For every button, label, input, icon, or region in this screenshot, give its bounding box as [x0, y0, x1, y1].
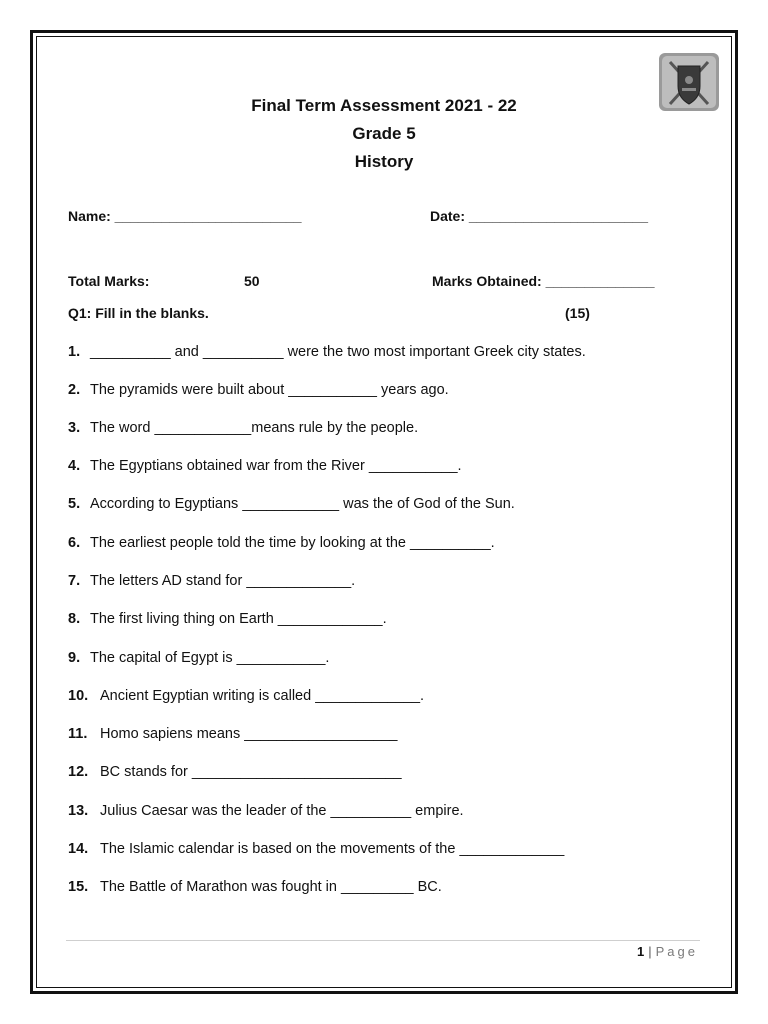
name-field[interactable]: Name: ________________________ [68, 208, 302, 224]
question-text: The earliest people told the time by looking at the __________. [90, 535, 495, 551]
section-marks: (15) [565, 305, 590, 321]
question-item [68, 535, 495, 551]
question-item [68, 344, 586, 360]
grade-heading: Grade 5 [352, 124, 416, 143]
question-item [68, 458, 462, 474]
question-text: According to Egyptians ____________ was the of God of the Sun. [90, 496, 515, 512]
section-title: Q1: Fill in the blanks. [68, 305, 209, 321]
question-text: Homo sapiens means ___________________ [100, 726, 398, 742]
total-marks-label: Total Marks: [68, 273, 150, 289]
question-item [68, 841, 564, 857]
footer-divider [66, 940, 700, 941]
date-field[interactable]: Date: _______________________ [430, 208, 648, 224]
footer-separator: | [648, 944, 652, 959]
question-item [68, 726, 397, 742]
question-item [68, 420, 418, 436]
page-footer [637, 944, 698, 959]
question-number: 8. [68, 611, 81, 627]
page-number: 1 [637, 944, 645, 959]
question-number: 10. [68, 688, 89, 704]
marks-obtained-field[interactable]: Marks Obtained: ______________ [432, 273, 655, 289]
question-item [68, 496, 515, 512]
question-text: The first living thing on Earth _____________. [90, 611, 387, 627]
assessment-title: Final Term Assessment 2021 - 22 [251, 96, 517, 115]
question-number: 2. [68, 382, 81, 398]
question-item [68, 764, 402, 780]
question-text: The Egyptians obtained war from the River ___________. [90, 458, 462, 474]
question-number: 7. [68, 573, 81, 589]
question-text: The capital of Egypt is ___________. [90, 650, 330, 666]
question-number: 4. [68, 458, 81, 474]
question-number: 11. [68, 726, 88, 742]
question-number: 1. [68, 344, 81, 360]
question-text: The word ____________means rule by the people. [90, 420, 419, 436]
question-item [68, 879, 442, 895]
question-item [68, 650, 329, 666]
question-item [68, 688, 424, 704]
question-text: The Battle of Marathon was fought in _________ BC. [100, 879, 442, 895]
question-text: Julius Caesar was the leader of the __________ empire. [100, 803, 464, 819]
question-number: 6. [68, 535, 81, 551]
question-number: 15. [68, 879, 89, 895]
page-word: Page [655, 944, 698, 959]
question-text: BC stands for __________________________ [100, 764, 402, 780]
question-item [68, 611, 387, 627]
subject-heading: History [354, 152, 414, 171]
question-text: Ancient Egyptian writing is called _____________. [100, 688, 425, 704]
question-text: The letters AD stand for _____________. [90, 573, 356, 589]
question-number: 13. [68, 803, 89, 819]
question-text: The pyramids were built about ___________ years ago. [90, 382, 449, 398]
total-marks-value: 50 [244, 273, 260, 289]
question-item [68, 803, 464, 819]
question-number: 12. [68, 764, 89, 780]
question-number: 9. [68, 650, 81, 666]
question-item [68, 573, 355, 589]
question-number: 3. [68, 420, 81, 436]
question-number: 14. [68, 841, 89, 857]
question-text: __________ and __________ were the two most important Greek city states. [90, 344, 586, 360]
question-text: The Islamic calendar is based on the movements of the _____________ [100, 841, 565, 857]
question-number: 5. [68, 496, 81, 512]
question-item [68, 382, 449, 398]
